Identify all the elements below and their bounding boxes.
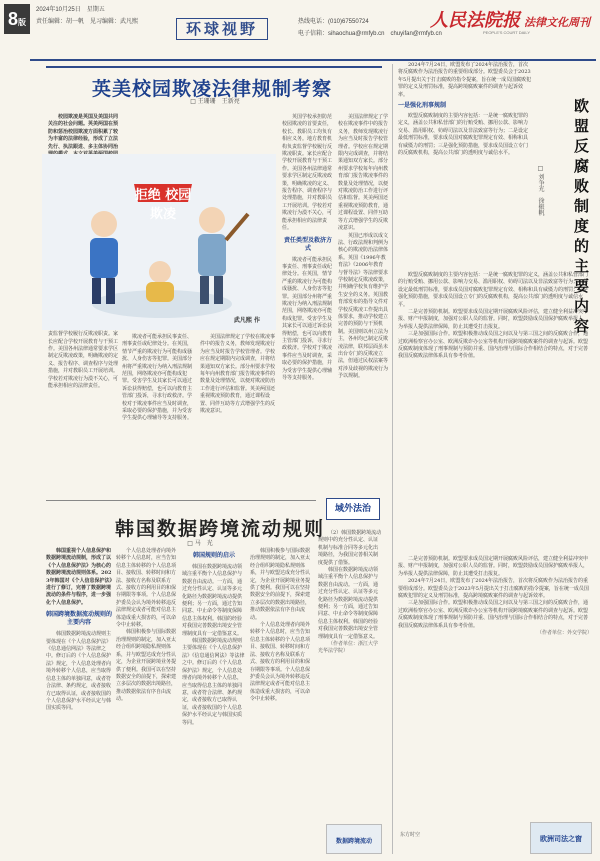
article1-text2: 责监督学校履行反欺凌职责。家长应配合学校开展教育与干预工作。美国各州法律通常要求学区制定反欺凌政策，明确欺凌的定义、报告程序、调查程序与处理措施，并对教职员工开展培训。学校若对欺凌行为漠不关心，可能承担相应的法律责任。 xyxy=(48,331,119,389)
article1-text4: 美国法律规定了学校在欺凌事件中的报告义务，教师发现欺凌行为应当及时报告学校管理者。学校应在规定期限内完成调查，并将结果通知双方家长。部分州要求学校每年向州教育部门报告欺凌事件的数量及处理情况，以便对欺凌防治工作进行评估和监督。英美两国还重视欺凌预防教育，通过课程设置、同伴互助等方式增强学生的反欺凌意识。 xyxy=(200,334,276,415)
article3-note: （作者单位：外交学院） xyxy=(536,630,592,637)
article3-byline: □ 刘争光 徐振帆 xyxy=(537,165,544,216)
europe-window-label: 欧洲司法之窗 xyxy=(540,835,582,843)
article1-col5 xyxy=(338,114,388,492)
article2-intro: 韩国重视个人信息保护和数据跨境流动规制，形成了以《个人信息保护法》为核心的数据跨境流动规则体系。2023年韩国对《个人信息保护法》进行了修订，完善了数据跨境流动的条件与程序，进一步强化个人信息保护。 xyxy=(46,548,112,606)
article3-text3: 欧盟反腐败制度的主要内容包括：一是统一腐败犯罪的定义，涵盖公共和私营部门的行贿受贿、挪用公款、影响力交易、滥用职权、妨碍司法以及非法致富等行为；二是设定最低刑罚标准，要求成员国对腐败犯罪规定有效、相称和具有威慑力的刑罚；三是强化预防措施，要求成员国设立专门的反腐败机构，提高公共部门的透明度与诚信水平。 xyxy=(398,272,589,308)
cartoon-headline: 拒绝 校园欺凌 xyxy=(134,188,192,222)
article1-col4 xyxy=(282,114,334,492)
europe-window-thumbnail xyxy=(530,822,592,854)
article3-text5: 三是加强国际合作。欧盟积极推动成员国之间以及与第三国之间的反腐败合作，通过欧洲检察官办公室、欧洲反欺诈办公室等机构开展跨境腐败案件的调查与起诉。欧盟反腐败制度体现了刑事规制与预防并重、国内治理与国际合作相结合的特点，对于完善我国反腐败法律体系具有参考价值。 xyxy=(398,331,589,360)
article1-col2 xyxy=(122,334,196,422)
section-title: 环球视野 xyxy=(176,18,268,40)
article3-col3 xyxy=(398,556,592,818)
newspaper-logo: 人民法院报 法律文化周刊 xyxy=(430,10,590,31)
column-divider xyxy=(392,64,393,854)
article2-sidebar: （2）韩国数据跨境流动规则中的充分性认定、认证机制与标准合同等多元化出境路径，为我国完善相关制度提供了借鉴。 xyxy=(318,530,382,566)
date-line: 2024年10月25日 星期五 xyxy=(36,7,105,13)
article2-text8: 韩国在数据跨境流动领域注重平衡个人信息保护与数据自由流动。一方面，通过充分性认定、认证等多元化路径为数据跨境流动提供便利；另一方面，通过告知同意、中止命令等制度保障信息主体权利。韩国的经验对我国完善数据出境安全管理制度具有一定借鉴意义。 xyxy=(318,567,379,640)
article2-text7: 个人信息处理者向境外转移个人信息时，应当告知信息主体转移的个人信息项目、接收国、转移时间和方法、接收方名称及联系方式、接收方的利用目的和保存期限等事项。个人信息保护委员会认为境外转移违反法律规定或者可能对信息主体造成重大损害的，可以命令中止转移。 xyxy=(250,622,311,703)
article3-text7: 2024年7月24日，欧盟发布了2024年法治报告，首次将反腐败作为法治报告的重要组成部分。欧盟委员会于2023年5月提出关于打击腐败的指令提案，旨在统一成员国腐败犯罪的定义及刑罚标准，提高跨境腐败案件的调查与起诉效率。 xyxy=(398,578,589,600)
article1-byline: □ 王珊珊 王新亮 xyxy=(190,98,240,105)
page-header xyxy=(0,0,600,44)
article2-text4: 韩国在数据跨境流动领域注重平衡个人信息保护与数据自由流动。一方面，通过充分性认定、认证等多元化路径为数据跨境流动提供便利；另一方面，通过告知同意、中止命令等制度保障信息主体权利。韩国的经验对我国完善数据出境安全管理制度具有一定借鉴意义。 xyxy=(182,564,243,637)
bottom-thumbnail xyxy=(326,824,382,854)
article2-col3 xyxy=(182,548,246,854)
article3-col2 xyxy=(398,272,592,552)
cartoon-image xyxy=(42,154,276,330)
hotline: 热线电话：(010)67550724 xyxy=(298,19,369,25)
article1-text6: 欺凌者可能承担民事责任、刑事责任或纪律处分。在英国，情节严重的欺凌行为可能构成骚扰、人身伤害等犯罪。美国部分州将严重欺凌行为纳入刑法规制范围，网络欺凌亦可能构成犯罪。受害学生及其家长可以通过诉讼获得赔偿，也可以向教育主管部门投诉，寻求行政救济。学校对于欺凌事件应当及时调查，采取必要的保护措施，并为受害学生提供心理辅导等支持服务。 xyxy=(282,256,333,381)
feature-box: 域外法治 xyxy=(326,498,380,520)
email-line: 电子信箱：sihaochua@rmfyb.cn chuyifan@rmfyb.cn xyxy=(298,31,442,37)
article1-text3: 欺凌者可能承担民事责任、刑事责任或纪律处分。在英国，情节严重的欺凌行为可能构成骚扰、人身伤害等犯罪。美国部分州将严重欺凌行为纳入刑法规制范围，网络欺凌亦可能构成犯罪。受害学生及其家长可以通过诉讼获得赔偿，也可以向教育主管部门投诉，寻求行政救济。学校对于欺凌事件应当及时调查，采取必要的保护措施，并为受害学生提供心理辅导等支持服务。 xyxy=(122,334,193,422)
article1-col3 xyxy=(200,334,276,414)
cartoon-credit: 武凡熙 作 xyxy=(233,317,260,324)
bottom-thumbnail-label: 数据跨境流动 xyxy=(335,838,372,845)
page-number: 8版 xyxy=(4,4,30,34)
editor-line: 责任编辑：胡一帆 见习编辑：武凡熙 xyxy=(36,19,139,25)
article2-note: （作者单位：浙江大学光华法学院） xyxy=(318,641,379,655)
article1-text8: 英国已形成以成文法、行政法规和判例为核心的欺凌防治法律体系。英国《1996年教育法》《2006年教育与督导法》等法律要求学校制定反欺凌政策，并明确学校负有维护学生安全的义务。英国教育部发布的指导文件对学校反欺凌工作提出具体要求，推动学校建立完善的预防与干预机制。美国则以州立法为主，各州均已制定反欺凌法律，联邦层面虽未出台专门的反欺凌立法，但通过民权法案等对涉及歧视的欺凌行为予以规制。 xyxy=(338,232,389,380)
article2-col4 xyxy=(250,548,314,854)
article3-heading1: 一是强化刑事规制 xyxy=(398,102,447,110)
article1-text5: 英国学校承担防范校园欺凌的首要责任，校长、教职员工均负有相应义务。地方教育机构负责监督学校履行反欺凌职责。家长应配合学校开展教育与干预工作。美国各州法律通常要求学区制定反欺凌政策，明确欺凌的定义、报告程序、调查程序与处理措施，并对教职员工开展培训。学校若对欺凌行为漠不关心，可能承担相应的法律责任。 xyxy=(282,114,333,232)
article2-rule xyxy=(46,500,316,501)
article2-text2: 个人信息处理者向境外转移个人信息时，应当告知信息主体转移的个人信息项目、接收国、转移时间和方法、接收方名称及联系方式、接收方的利用目的和保存期限等事项。个人信息保护委员会认为境外转移违反法律规定或者可能对信息主体造成重大损害的，可以命令中止转移。 xyxy=(116,548,177,629)
article1-heading3: 责任类型及救济方式 xyxy=(283,236,332,252)
article2-col1 xyxy=(46,548,112,854)
article3-col1 xyxy=(398,62,532,272)
article1-text7: 美国法律规定了学校在欺凌事件中的报告义务，教师发现欺凌行为应当及时报告学校管理者。学校应在规定期限内完成调查，并将结果通知双方家长。部分州要求学校每年向州教育部门报告欺凌事件的数量及处理情况，以便对欺凌防治工作进行评估和监督。英美两国还重视欺凌预防教育，通过课程设置、同伴互助等方式增强学生的反欺凌意识。 xyxy=(338,114,389,232)
article3-text4: 二是完善预防机制。欧盟要求成员国定期开展腐败风险评估，建立健全利益冲突申报、财产申报制度，加强对公职人员的监督。同时，欧盟鼓励成员国保护腐败举报人，为举报人提供法律保障，防止其遭受打击报复。 xyxy=(398,309,589,330)
article3-text6: 二是完善预防机制。欧盟要求成员国定期开展腐败风险评估，建立健全利益冲突申报、财产申报制度，加强对公职人员的监督。同时，欧盟鼓励成员国保护腐败举报人，为举报人提供法律保障，防止其遭受打击报复。 xyxy=(398,556,589,577)
header-rule xyxy=(30,59,596,61)
article1-intro: 校园欺凌是英国及美国共同关注的社会问题。英美两国在预防和惩治校园欺凌方面积累了较为丰富的法律经验，形成了立法先行、执法跟进、多主体协同治 xyxy=(48,114,119,150)
article2-byline: □ 马 光 xyxy=(187,540,213,547)
article2-title: 韩国数据跨境流动规则 xyxy=(114,518,325,540)
article2-col5 xyxy=(318,530,382,818)
article2-heading2: 韩国规则的启示 xyxy=(192,552,235,559)
article3-title: 欧盟反腐败制度的主要内容 xyxy=(572,98,590,338)
article2-col2 xyxy=(116,548,178,854)
title-rule xyxy=(46,66,382,68)
article3-text2: 欧盟反腐败制度的主要内容包括：一是统一腐败犯罪的定义，涵盖公共和私营部门的行贿受贿、挪用公款、影响力交易、滥用职权、妨碍司法以及非法致富等行为；二是设定最低刑罚标准，要求成员国对腐败犯罪规定有效、相称和具有威慑力的刑罚；三是强化预防措施，要求成员国设立专门的反腐败机构，提高公共部门的透明度与诚信水平。 xyxy=(398,113,529,157)
article2-heading1: 韩国跨境数据流动规则的主要内容 xyxy=(46,611,113,627)
article1-title: 英美校园欺凌法律规制考察 xyxy=(91,78,332,100)
article3-text1: 2024年7月24日，欧盟发布了2024年法治报告，首次将反腐败作为法治报告的重要组成部分。欧盟委员会于2023年5月提出关于打击腐败的指令提案，旨在统一成员国腐败犯罪的定义及刑罚标准，提高跨境腐败案件的调查与起诉效率。 xyxy=(398,62,532,98)
article2-text6: 韩国积极参与国际数据治理规则的制定，加入亚太经合组织跨境隐私规则体系，并与欧盟达成充分性认定，为企业开展跨境业务提供了便利。我国可以在坚持数据安全的前提下，探索建立多层次的数据出境路径，推动数据依法有序自由流动。 xyxy=(250,548,311,621)
bullying-cartoon-icon xyxy=(42,154,276,330)
footer-credit: 东方时空 xyxy=(400,832,421,838)
logo-english: PEOPLE'S COURT DAILY xyxy=(482,30,530,35)
article2-text5: 韩国数据跨境流动规则主要体现在《个人信息保护法》《信息通信网法》等法律之中。修订后的《个人信息保护法》规定，个人信息处理者向境外转移个人信息，应当取得信息主体的单独同意，或者符合法律、条约规定，或者接收方已取得认证，或者接收国的个人信息保护水平经认定与韩国实质等同。 xyxy=(182,638,245,726)
article3-text8: 三是加强国际合作。欧盟积极推动成员国之间以及与第三国之间的反腐败合作，通过欧洲检察官办公室、欧洲反欺诈办公室等机构开展跨境腐败案件的调查与起诉。欧盟反腐败制度体现了刑事规制与预防并重、国内治理与国际合作相结合的特点，对于完善我国反腐败法律体系具有参考价值。 xyxy=(398,600,589,629)
article2-text1: 韩国数据跨境流动规则主要体现在《个人信息保护法》《信息通信网法》等法律之中。修订后的《个人信息保护法》规定，个人信息处理者向境外转移个人信息，应当取得信息主体的单独同意，或者符合法律、条约规定，或者接收方已取得认证，或者接收国的个人信息保护水平经认定与韩国实质等同。 xyxy=(46,631,112,712)
article2-text3: 韩国积极参与国际数据治理规则的制定，加入亚太经合组织跨境隐私规则体系，并与欧盟达成充分性认定，为企业开展跨境业务提供了便利。我国可以在坚持数据安全的前提下，探索建立多层次的数据出境路径，推动数据依法有序自由流动。 xyxy=(116,629,177,703)
